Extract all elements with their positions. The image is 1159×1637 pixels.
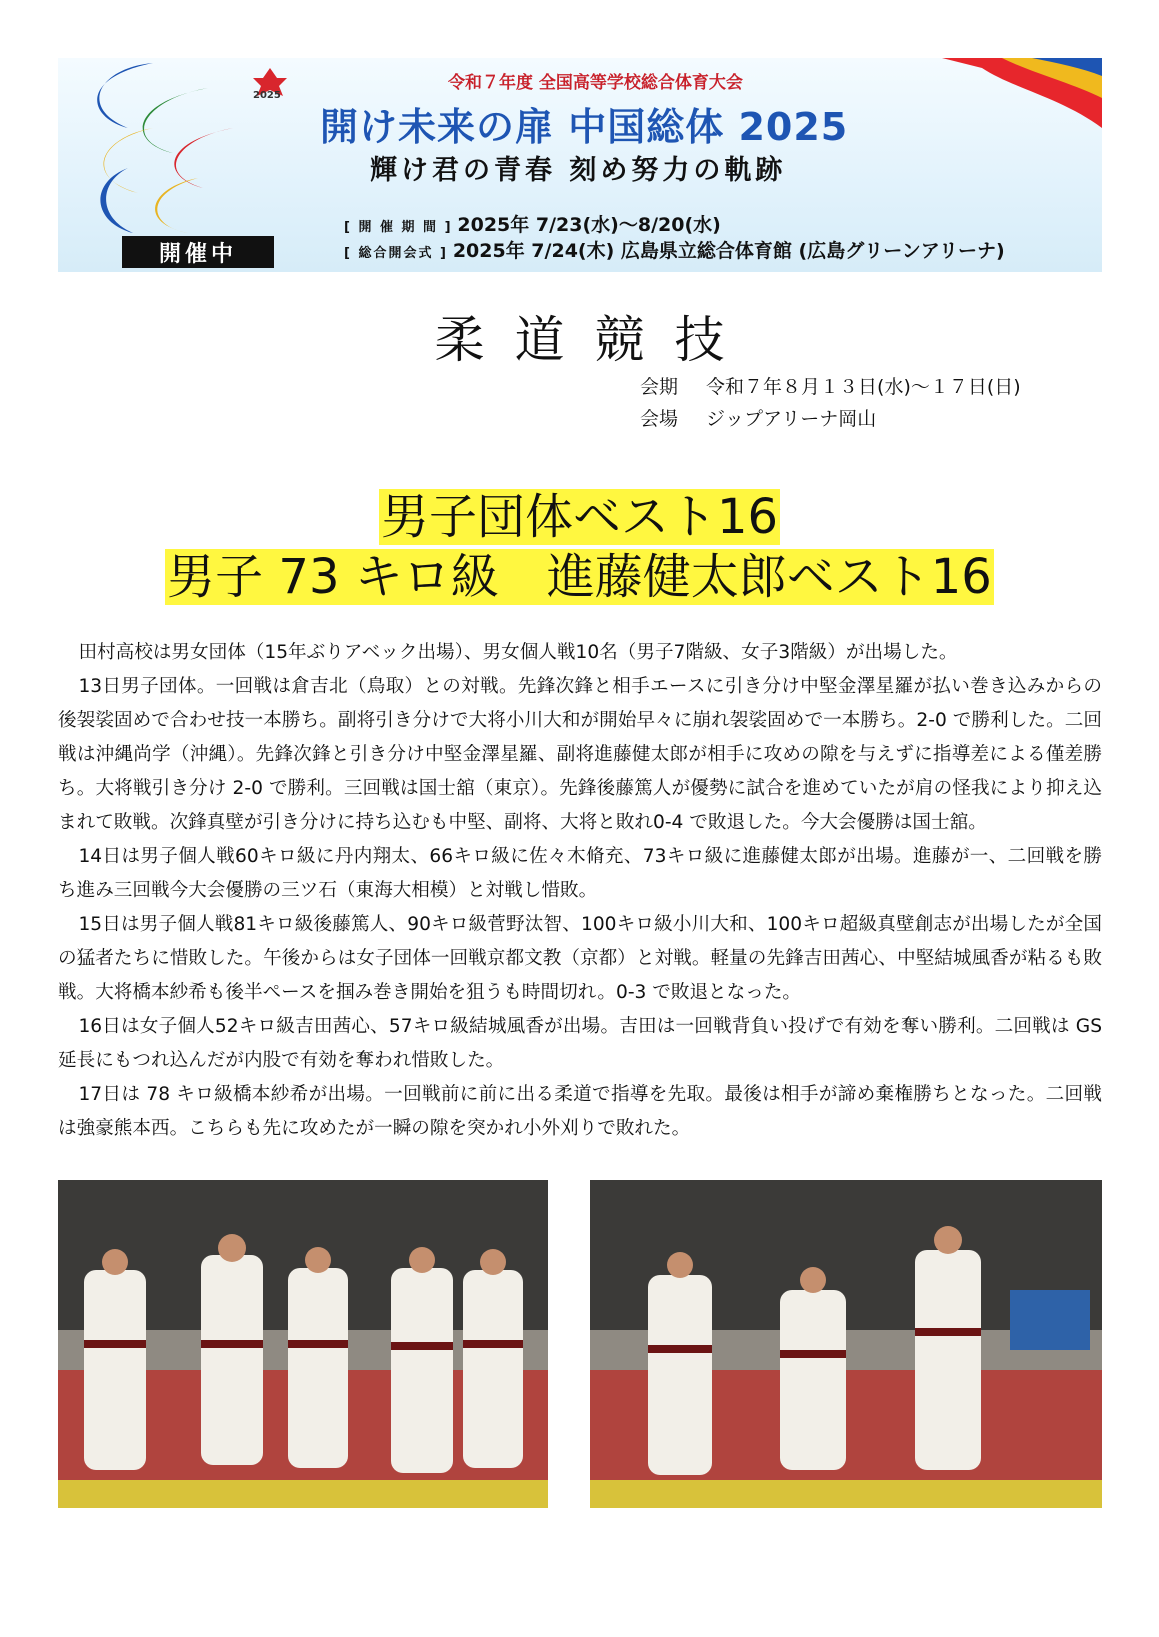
photo-girls-team — [590, 1180, 1102, 1508]
event-banner — [58, 58, 1102, 272]
report-paragraph: 16日は女子個人52キロ級吉田茜心、57キロ級結城風香が出場。吉田は一回戦背負い投げで有効を奪い勝利。二回戦は GS 延長にもつれ込んだが内股で有効を奪われ惜敗した。 — [58, 1016, 1102, 1071]
ceremony-value: 2025年 7/24(木) 広島県立総合体育館 (広島グリーンアリーナ) — [452, 240, 1005, 262]
result-highlight-text: 男子団体ベスト16 — [380, 489, 779, 545]
banner-title: 開け未来の扉 中国総体 2025 — [320, 105, 849, 149]
report-body — [58, 636, 1102, 1146]
banner-ceremony — [344, 236, 1005, 263]
photo-boys-team — [58, 1180, 548, 1508]
report-paragraph: 15日は男子個人戦81キロ級後藤篤人、90キロ級菅野汰智、100キロ級小川大和、100キロ超級真壁創志が出場したが全国の猛者たちに惜敗した。午後からは女子団体一回戦京都文教（京都）と対戦。軽量の先鋒吉田茜心、中堅結城風香が粘るも敗戦。大将橋本紗希も後半ペースを掴み巻き開始を狙うも時間切れ。0-3 で敗退となった。 — [58, 914, 1102, 1003]
brush-stroke-decoration — [922, 58, 1102, 148]
status-badge: 開催中 — [122, 236, 274, 268]
banner-slogan: 輝け君の青春 刻め努力の軌跡 — [370, 155, 787, 186]
emblem-year: 2025 — [253, 90, 281, 101]
period-label: [ 開 催 期 間 ] — [344, 220, 453, 235]
event-period-value: 令和７年８月１３日(水)～１７日(日) — [706, 376, 1021, 398]
banner-kicker: 令和７年度 全国高等学校総合体育大会 — [448, 73, 743, 93]
report-paragraph: 田村高校は男女団体（15年ぶりアベック出場）、男女個人戦10名（男子7階級、女子3階級）が出場した。 — [78, 642, 958, 663]
banner-period — [344, 210, 721, 237]
ceremony-label: [ 総合開会式 ] — [344, 246, 448, 261]
event-venue-value: ジップアリーナ岡山 — [706, 408, 877, 430]
report-paragraph: 14日は男子個人戦60キロ級に丹内翔太、66キロ級に佐々木脩充、73キロ級に進藤健太郎が出場。進藤が一、二回戦を勝ち進み三回戦今大会優勝の三ツ石（東海大相模）と対戦し惜敗。 — [58, 846, 1102, 901]
result-highlight-text: 男子 73 キロ級 進藤健太郎ベスト16 — [167, 549, 992, 605]
event-period — [640, 372, 1021, 399]
result-highlight — [0, 538, 1159, 607]
event-venue-label: 会場 — [640, 408, 679, 430]
result-highlight — [0, 478, 1159, 547]
event-title: 柔道競技 — [434, 311, 755, 369]
report-paragraph: 13日男子団体。一回戦は倉吉北（鳥取）との対戦。先鋒次鋒と相手エースに引き分け中堅金澤星羅が払い巻き込みからの後袈裟固めで合わせ技一本勝ち。副将引き分けで大将小川大和が開始早々に崩れ袈裟固めで一本勝ち。2-0 で勝利した。二回戦は沖縄尚学（沖縄）。先鋒次鋒と引き分け中堅金澤星羅、副将進藤健太郎が相手に攻めの隙を与えずに指導差による僅差勝ち。大将戦引き分け 2-0 で勝利。三回戦は国士舘（東京）。先鋒後藤篤人が優勢に試合を進めていたが肩の怪我により抑え込まれて敗戦。次鋒真壁が引き分けに持ち込むも中堅、副将、大将と敗れ0-4 で敗退した。今大会優勝は国士舘。 — [58, 676, 1102, 833]
period-value: 2025年 7/23(水)～8/20(水) — [457, 214, 721, 236]
event-venue — [640, 404, 876, 431]
event-period-label: 会期 — [640, 376, 679, 398]
report-paragraph: 17日は 78 キロ級橋本紗希が出場。一回戦前に前に出る柔道で指導を先取。最後は相手が諦め棄権勝ちとなった。二回戦は強豪熊本西。こちらも先に攻めたが一瞬の隙を突かれ小外刈りで敗れた。 — [58, 1084, 1102, 1139]
